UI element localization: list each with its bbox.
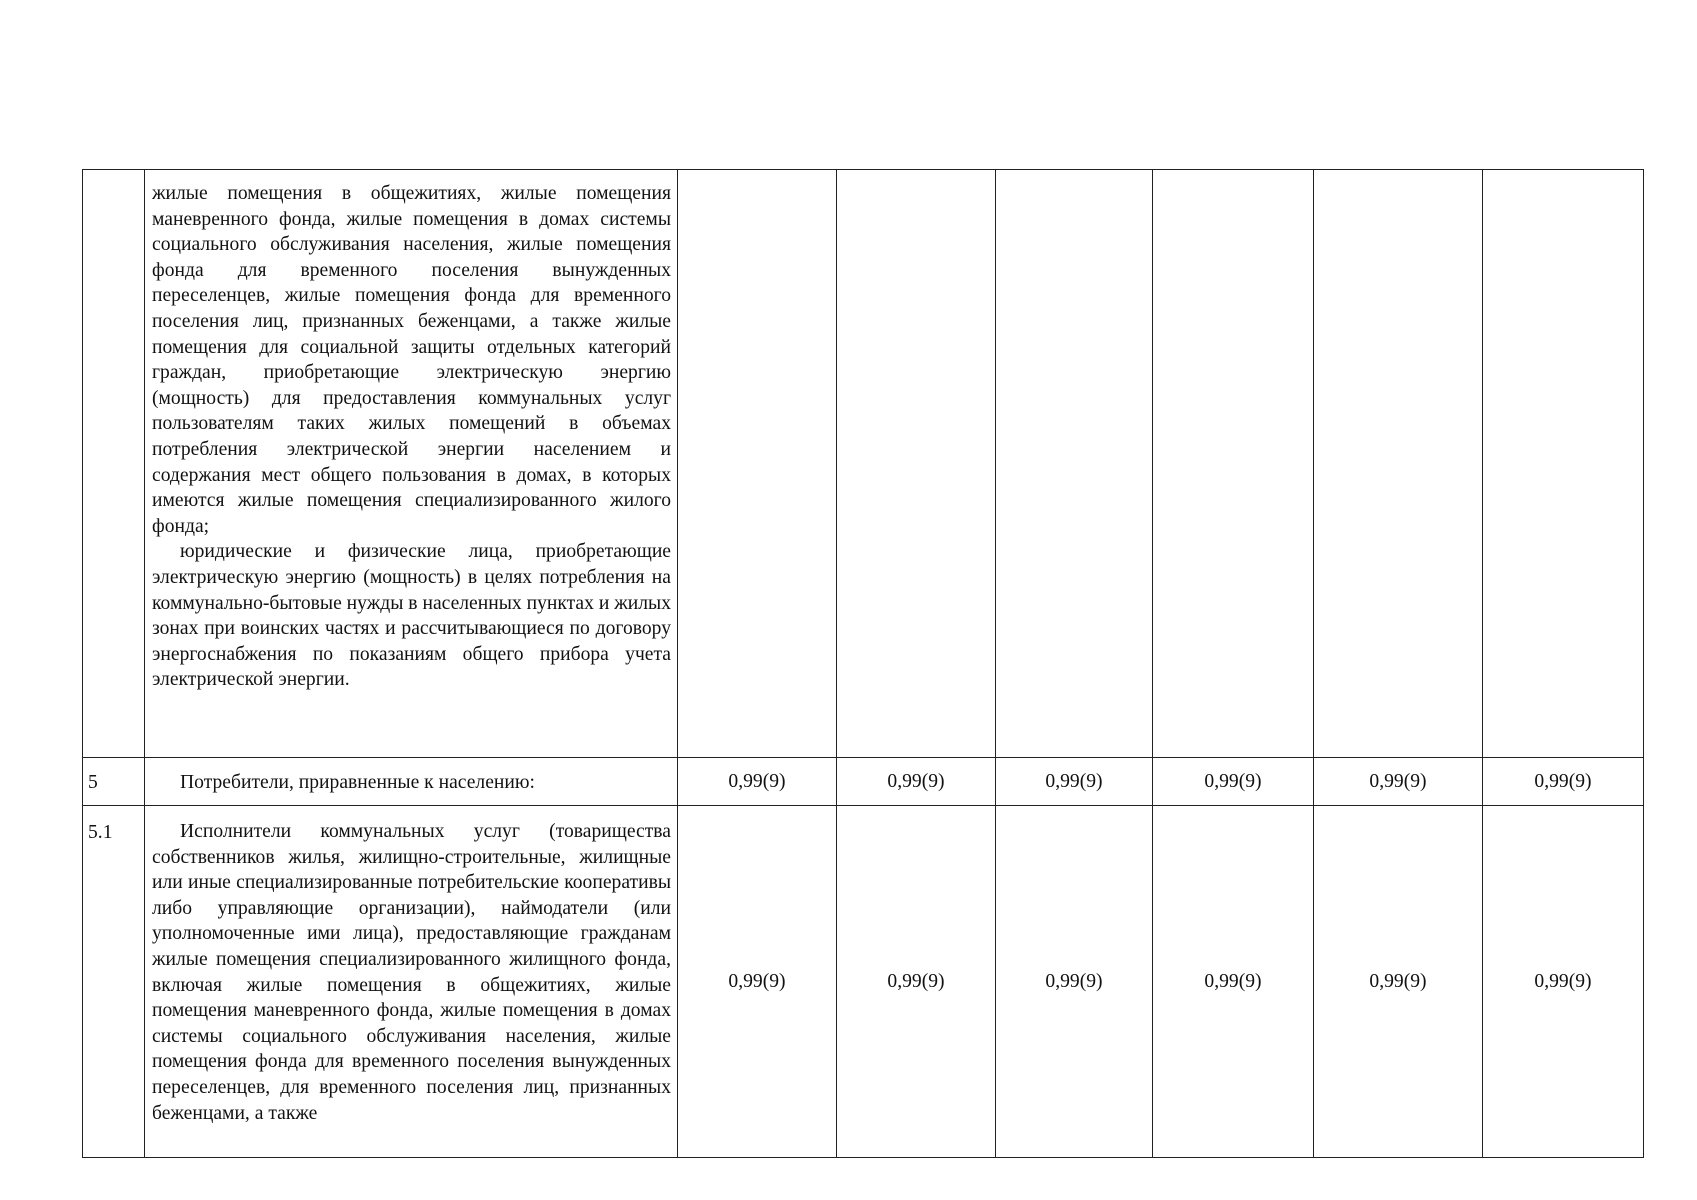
table-row xyxy=(83,170,1644,758)
description-paragraph: Исполнители коммунальных услуг (товарищества собственников жилья, жилищно-строительные, жилищные или иные специализированные потребительские кооперативы либо управляющие организации), наймодатели (или уполномоченные ими лица), предоставляющие гражданам жилые помещения специализированного жилищного фонда, включая жилые помещения в общежитиях, жилые помещения маневренного фонда, жилые помещения в домах системы социального обслуживания населения, жилые помещения фонда для временного поселения вынужденных переселенцев, для временного поселения лиц, признанных беженцами, а также xyxy=(152,821,671,1124)
description-paragraph: жилые помещения в общежитиях, жилые помещения маневренного фонда, жилые помещения в домах системы социального обслуживания населения, жилые помещения фонда для временного поселения вынужденных переселенцев, жилые помещения фонда для временного поселения лиц, признанных беженцами, а также жилые помещения для социальной защиты отдельных категорий граждан, приобретающие электрическую энергию (мощность) для предоставления коммунальных услуг пользователям таких жилых помещений в объемах потребления электрической энергии населением и содержания мест общего пользования в домах, в которых имеются жилые помещения специализированного жилого фонда; xyxy=(152,183,671,537)
description-paragraph: юридические и физические лица, приобретающие электрическую энергию (мощность) в целях потребления на коммунально-бытовые нужды в населенных пунктах и жилых зонах при воинских частях и рассчитывающиеся по договору энергоснабжения по показаниям общего прибора учета электрической энергии. xyxy=(152,541,671,691)
row-description-cell xyxy=(145,806,678,1158)
value-cell: 0,99(9) xyxy=(678,758,837,806)
value-cell: 0,99(9) xyxy=(837,806,996,1158)
value-cell xyxy=(1153,170,1314,758)
value-cell: 0,99(9) xyxy=(1153,806,1314,1158)
value-cell: 0,99(9) xyxy=(1483,758,1644,806)
row-description-cell xyxy=(145,758,678,806)
value-cell: 0,99(9) xyxy=(837,758,996,806)
row-number-cell: 5 xyxy=(83,758,145,806)
value-cell: 0,99(9) xyxy=(1483,806,1644,1158)
value-cell xyxy=(678,170,837,758)
row-number-cell xyxy=(83,170,145,758)
value-cell xyxy=(1314,170,1483,758)
value-cell: 0,99(9) xyxy=(996,806,1153,1158)
value-cell: 0,99(9) xyxy=(1153,758,1314,806)
value-cell: 0,99(9) xyxy=(1314,806,1483,1158)
value-cell: 0,99(9) xyxy=(996,758,1153,806)
row-description-cell xyxy=(145,170,678,758)
tariff-table xyxy=(82,169,1644,1158)
table-row xyxy=(83,758,1644,806)
value-cell xyxy=(837,170,996,758)
value-cell xyxy=(1483,170,1644,758)
description-paragraph: Потребители, приравненные к населению: xyxy=(180,772,535,793)
value-cell: 0,99(9) xyxy=(678,806,837,1158)
row-number-cell: 5.1 xyxy=(83,806,145,1158)
table-row xyxy=(83,806,1644,1158)
value-cell: 0,99(9) xyxy=(1314,758,1483,806)
value-cell xyxy=(996,170,1153,758)
